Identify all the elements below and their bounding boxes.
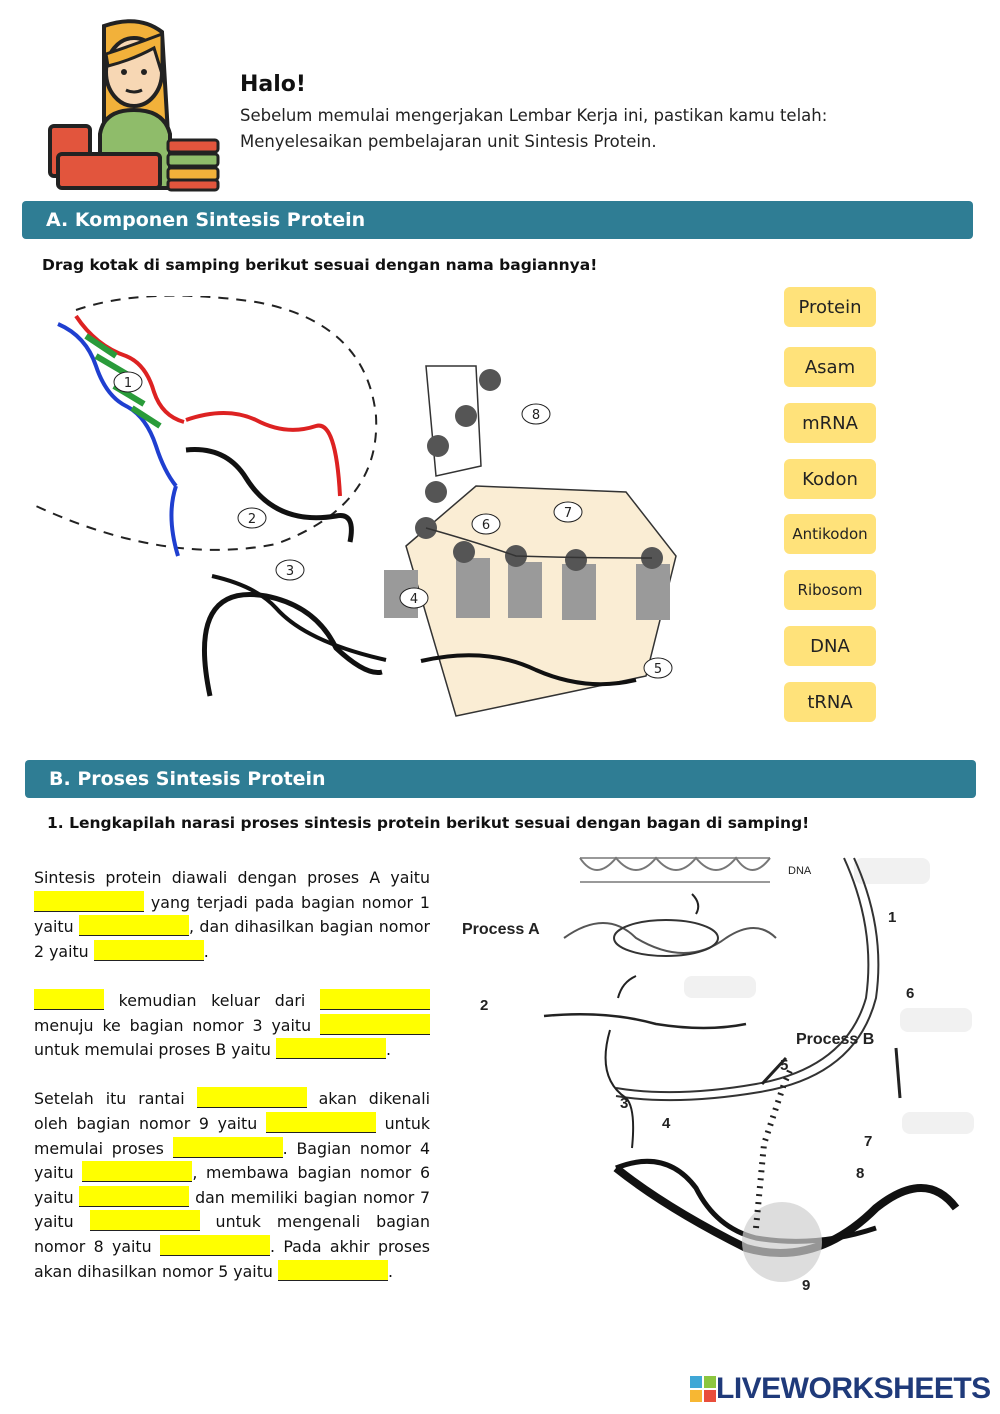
chip-kodon[interactable]: Kodon [784,459,876,499]
section-b-instruction: 1. Lengkapilah narasi proses sintesis protein berikut sesuai dengan bagan di samping! [47,814,810,832]
liveworksheets-logo [690,1374,991,1404]
figure-a-number-8: 8 [531,408,541,423]
narrative-paragraph-3: Setelah itu rantai akan dikenali oleh bagian nomor 9 yaitu untuk memulai proses . Bagian nomor 4 yaitu , membawa bagian nomor 6 yaitu dan memiliki bagian nomor 7 yaitu untuk mengenali bagian nomor 8 yaitu . Pada akhir proses akan dihasilkan nomor 5 yaitu . [34,1089,431,1281]
figure-a-number-3: 3 [285,564,295,579]
blank-5[interactable] [320,989,430,1010]
blank-9[interactable] [266,1112,376,1133]
blank-13[interactable] [90,1210,200,1231]
protein-synthesis-figure-a [36,296,726,726]
figure-b-number-6: 6 [906,985,915,1002]
chip-ribosom[interactable]: Ribosom [784,570,876,610]
section-a-header: A. Komponen Sintesis Protein [22,201,973,239]
figure-b-number-8: 8 [856,1165,865,1182]
figure-a-number-4: 4 [409,592,419,607]
figure-b-number-5: 5 [780,1057,789,1074]
figure-b-number-2: 2 [480,997,489,1014]
blank-3[interactable] [94,940,204,961]
blank-1[interactable] [34,891,144,912]
figure-b-process-b: Process B [796,1031,875,1048]
protein-synthesis-figure-b [456,848,976,1296]
figure-a-number-2: 2 [247,512,257,527]
logo-text: LIVEWORKSHEETS [716,1372,991,1405]
blank-2[interactable] [79,915,189,936]
logo-mark-icon [690,1376,716,1402]
figure-b-number-4: 4 [662,1115,671,1132]
figure-a-number-7: 7 [563,506,573,521]
figure-b-number-3: 3 [620,1095,629,1112]
figure-a-number-1: 1 [123,376,133,391]
blank-6[interactable] [320,1014,430,1035]
figure-b-number-1: 1 [888,909,897,926]
blank-8[interactable] [197,1087,307,1108]
chip-trna[interactable]: tRNA [784,682,876,722]
figure-b-dna-label: DNA [788,865,812,877]
greeting-line-2: Menyelesaikan pembelajaran unit Sintesis Protein. [240,132,657,151]
teacher-avatar [44,14,224,194]
blank-10[interactable] [173,1137,283,1158]
narrative-paragraph-2: kemudian keluar dari menuju ke bagian nomor 3 yaitu untuk memulai proses B yaitu . [34,989,430,1063]
greeting-line-1: Sebelum memulai mengerjakan Lembar Kerja ini, pastikan kamu telah: [240,106,828,125]
blank-7[interactable] [276,1038,386,1059]
figure-a-number-6: 6 [481,518,491,533]
chip-mrna[interactable]: mRNA [784,403,876,443]
blank-4[interactable] [34,989,104,1010]
figure-b-number-7: 7 [864,1133,873,1150]
chip-antikodon[interactable]: Antikodon [784,514,876,554]
blank-11[interactable] [82,1161,192,1182]
section-a-instruction: Drag kotak di samping berikut sesuai dengan nama bagiannya! [42,256,598,274]
chip-asam[interactable]: Asam [784,347,876,387]
blank-12[interactable] [79,1186,189,1207]
narrative-text [34,866,430,1309]
greeting-title: Halo! [240,72,306,97]
narrative-paragraph-1: Sintesis protein diawali dengan proses A yaitu yang terjadi pada bagian nomor 1 yaitu , dan dihasilkan bagian nomor 2 yaitu . [34,868,430,961]
figure-b-number-9: 9 [802,1277,811,1294]
blank-14[interactable] [160,1235,270,1256]
chip-dna[interactable]: DNA [784,626,876,666]
figure-a-number-5: 5 [653,662,663,677]
blank-15[interactable] [278,1260,388,1281]
chip-protein[interactable]: Protein [784,287,876,327]
figure-b-process-a: Process A [462,921,540,938]
section-b-header: B. Proses Sintesis Protein [25,760,976,798]
